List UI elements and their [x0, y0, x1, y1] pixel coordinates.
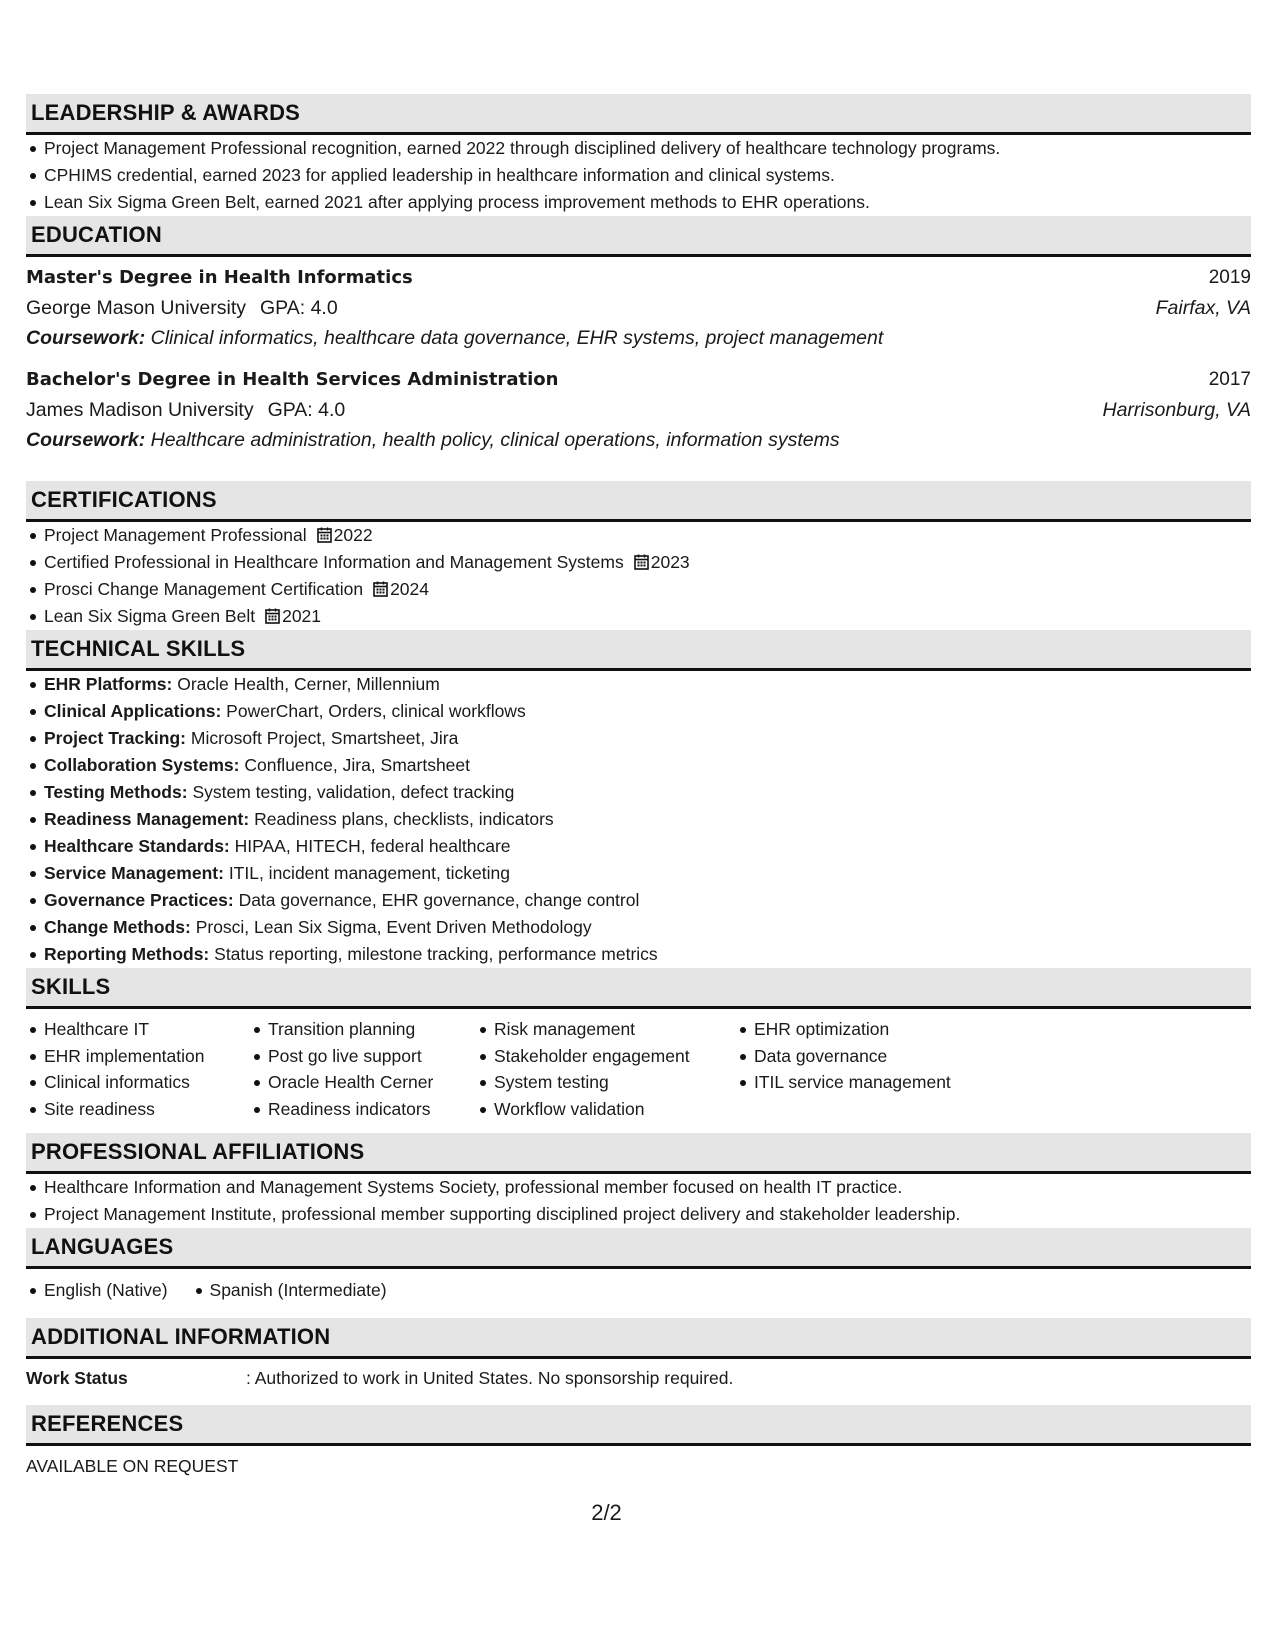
languages-list — [26, 1269, 1251, 1318]
list-item: Project Tracking: Microsoft Project, Smartsheet, Jira — [44, 725, 1251, 752]
education-entry — [26, 365, 1251, 455]
section-header-technical-skills: TECHNICAL SKILLS — [26, 630, 1251, 671]
list-item: Clinical informatics — [44, 1069, 250, 1096]
list-item: Post go live support — [268, 1043, 476, 1070]
school-location: Harrisonburg, VA — [1102, 399, 1251, 421]
section-header-affiliations: PROFESSIONAL AFFILIATIONS — [26, 1133, 1251, 1174]
list-item: Clinical Applications: PowerChart, Orders, clinical workflows — [44, 698, 1251, 725]
list-item: EHR implementation — [44, 1043, 250, 1070]
list-item: Risk management — [494, 1016, 736, 1043]
list-item: Project Management Professional recognition, earned 2022 through disciplined delivery of healthcare technology programs. — [44, 135, 1251, 162]
section-header-languages: LANGUAGES — [26, 1228, 1251, 1269]
work-status-value: : Authorized to work in United States. No sponsorship required. — [246, 1368, 734, 1388]
list-item: Change Methods: Prosci, Lean Six Sigma, Event Driven Methodology — [44, 914, 1251, 941]
calendar-icon — [634, 554, 649, 570]
section-header-additional: ADDITIONAL INFORMATION — [26, 1318, 1251, 1359]
certifications-list — [26, 522, 1251, 630]
section-header-awards: LEADERSHIP & AWARDS — [26, 94, 1251, 135]
list-item: Lean Six Sigma Green Belt, earned 2021 after applying process improvement methods to EHR operations. — [44, 189, 1251, 216]
skills-column — [26, 1016, 250, 1122]
list-item: English (Native) — [44, 1277, 168, 1304]
list-item: Project Management Institute, professional member supporting disciplined project delivery and stakeholder leadership. — [44, 1201, 1251, 1228]
school-name: George Mason University — [26, 297, 247, 319]
calendar-icon — [265, 608, 280, 624]
list-item: Readiness indicators — [268, 1096, 476, 1123]
references-text: AVAILABLE ON REQUEST — [26, 1456, 239, 1476]
page-number: 2/2 — [591, 1500, 622, 1525]
gpa: GPA: 4.0 — [260, 297, 338, 319]
coursework: Coursework: Healthcare administration, health policy, clinical operations, information systems — [26, 429, 840, 451]
list-item: Transition planning — [268, 1016, 476, 1043]
work-status-row — [26, 1359, 1251, 1405]
list-item: Workflow validation — [494, 1096, 736, 1123]
awards-list — [26, 135, 1251, 216]
skills-column — [736, 1016, 1054, 1122]
list-item: Healthcare Standards: HIPAA, HITECH, federal healthcare — [44, 833, 1251, 860]
school-name: James Madison University — [26, 399, 254, 421]
affiliations-list — [26, 1174, 1251, 1228]
coursework: Coursework: Clinical informatics, healthcare data governance, EHR systems, project management — [26, 327, 884, 349]
school-location: Fairfax, VA — [1155, 297, 1251, 319]
list-item: ITIL service management — [754, 1069, 1054, 1096]
degree-title: Bachelor's Degree in Health Services Administration — [26, 369, 559, 390]
gpa: GPA: 4.0 — [267, 399, 346, 421]
list-item: Healthcare IT — [44, 1016, 250, 1043]
resume-page — [26, 94, 1251, 1477]
section-header-skills: SKILLS — [26, 968, 1251, 1009]
calendar-icon — [317, 527, 332, 543]
list-item: Stakeholder engagement — [494, 1043, 736, 1070]
list-item: Service Management: ITIL, incident management, ticketing — [44, 860, 1251, 887]
list-item: Site readiness — [44, 1096, 250, 1123]
education-entry — [26, 263, 1251, 353]
list-item: Oracle Health Cerner — [268, 1069, 476, 1096]
list-item: Governance Practices: Data governance, EHR governance, change control — [44, 887, 1251, 914]
list-item: Collaboration Systems: Confluence, Jira, Smartsheet — [44, 752, 1251, 779]
list-item: Healthcare Information and Management Systems Society, professional member focused on health IT practice. — [44, 1174, 1251, 1201]
graduation-year: 2019 — [1208, 267, 1251, 288]
section-header-certifications: CERTIFICATIONS — [26, 481, 1251, 522]
skills-column — [250, 1016, 476, 1122]
education-list — [26, 257, 1251, 481]
calendar-icon — [373, 581, 388, 597]
section-header-education: EDUCATION — [26, 216, 1251, 257]
list-item: Spanish (Intermediate) — [210, 1277, 387, 1304]
skills-column — [476, 1016, 736, 1122]
list-item: Testing Methods: System testing, validation, defect tracking — [44, 779, 1251, 806]
list-item: CPHIMS credential, earned 2023 for applied leadership in healthcare information and clinical systems. — [44, 162, 1251, 189]
section-header-references: REFERENCES — [26, 1405, 1251, 1446]
work-status-label: Work Status — [26, 1368, 128, 1388]
list-item: Prosci Change Management Certification 2024 — [44, 576, 1251, 603]
list-item: Data governance — [754, 1043, 1054, 1070]
list-item: Reporting Methods: Status reporting, milestone tracking, performance metrics — [44, 941, 1251, 968]
skills-grid — [26, 1009, 1251, 1133]
list-item: Readiness Management: Readiness plans, checklists, indicators — [44, 806, 1251, 833]
technical-skills-list — [26, 671, 1251, 968]
list-item: EHR optimization — [754, 1016, 1054, 1043]
list-item: System testing — [494, 1069, 736, 1096]
list-item: Certified Professional in Healthcare Information and Management Systems 2023 — [44, 549, 1251, 576]
list-item: Project Management Professional 2022 — [44, 522, 1251, 549]
list-item: Lean Six Sigma Green Belt 2021 — [44, 603, 1251, 630]
degree-title: Master's Degree in Health Informatics — [26, 267, 413, 288]
graduation-year: 2017 — [1208, 369, 1251, 390]
list-item: EHR Platforms: Oracle Health, Cerner, Millennium — [44, 671, 1251, 698]
